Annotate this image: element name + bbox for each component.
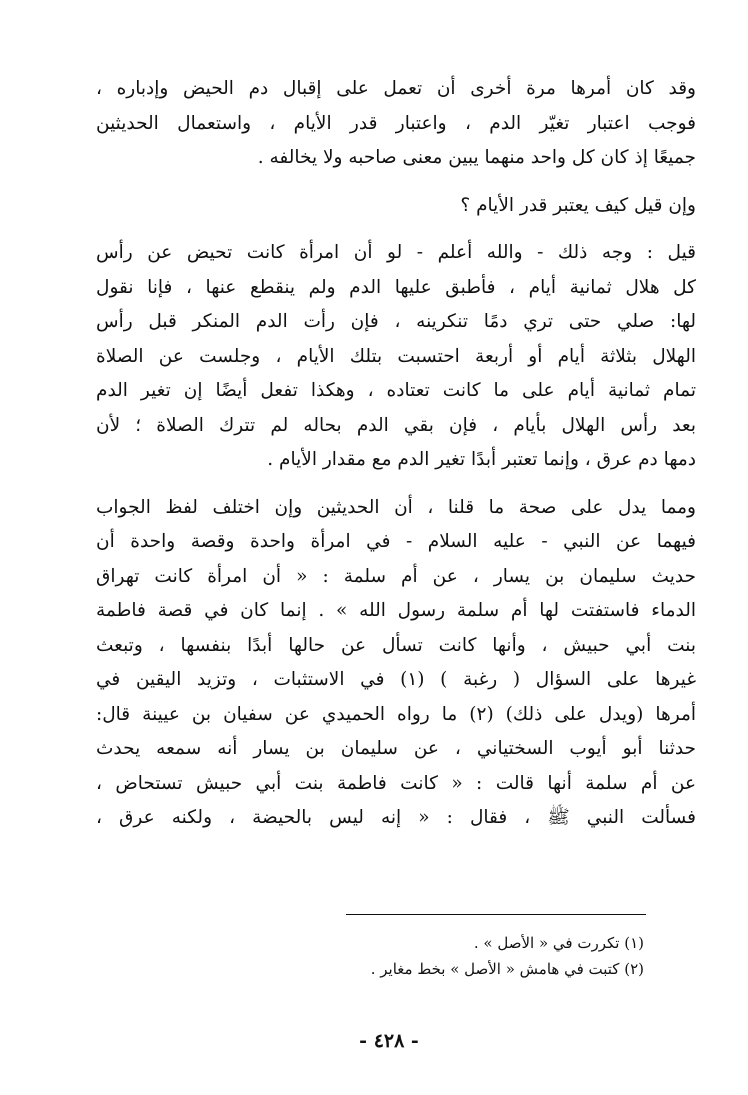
footnote-1: (١) تكررت في « الأصل » . — [473, 934, 644, 952]
text-line: قيل : وجه ذلك - والله أعلم - لو أن امرأة كانت تحيض عن رأس — [96, 242, 696, 263]
text-line: حديث سليمان بن يسار ، عن أم سلمة : « أن امرأة كانت تهراق — [96, 565, 696, 587]
text-line: فيهما عن النبي - عليه السلام - في امرأة واحدة وقصة واحدة أن — [96, 531, 696, 552]
page-body — [96, 72, 696, 849]
text-line: أمرها (ويدل على ذلك) (٢) ما رواه الحميدي عن سفيان بن عيينة قال: — [96, 703, 697, 725]
page-number: - ٤٢٨ - — [359, 1030, 419, 1052]
text-line: دمها دم عرق ، وإنما تعتبر أبدًا تغير الدم مع مقدار الأيام . — [267, 449, 696, 470]
text-line: فوجب اعتبار تغيّر الدم ، واعتبار قدر الأيام ، واستعمال الحديثين — [96, 112, 696, 134]
text-line: ومما يدل على صحة ما قلنا ، أن الحديثين وإن اختلف لفظ الجواب — [96, 496, 696, 518]
paragraph-4 — [96, 491, 696, 836]
text-line: بعد رأس الهلال بأيام ، فإن بقي الدم بحاله لم تترك الصلاة ؛ لأن — [96, 414, 696, 436]
text-line: الهلال بثلاثة أيام أو أربعة احتسبت بتلك الأيام ، وجلست عن الصلاة — [96, 345, 696, 367]
footnote-2: (٢) كتبت في هامش « الأصل » بخط مغاير . — [370, 960, 644, 978]
footnotes — [371, 930, 644, 982]
paragraph-3 — [96, 236, 696, 478]
text-line: فسألت النبي ﷺ ، فقال : « إنه ليس بالحيضة ، ولكنه عرق ، — [96, 807, 696, 828]
text-line: لها: صلي حتى تري دمًا تنكرينه ، فإن رأت الدم المنكر قبل رأس — [96, 311, 696, 332]
paragraph-1 — [96, 72, 696, 176]
text-line: الدماء فاستفتت لها أم سلمة رسول الله » . إنما كان في قصة فاطمة — [96, 600, 696, 621]
text-line: وقد كان أمرها مرة أخرى أن تعمل على إقبال دم الحيض وإدباره ، — [96, 78, 696, 99]
text-line: حدثنا أبو أيوب السختياني ، عن سليمان بن يسار أنه سمعه يحدث — [96, 738, 696, 759]
text-line: وإن قيل كيف يعتبر قدر الأيام ؟ — [460, 194, 696, 216]
text-line: بنت أبي حبيش ، وأنها كانت تسأل عن حالها أبدًا بنفسها ، وتبعث — [96, 634, 696, 656]
text-line: تمام ثمانية أيام على ما كانت تعتاده ، وهكذا تفعل أيضًا إن تغير الدم — [96, 380, 696, 401]
paragraph-2 — [96, 189, 696, 224]
footnote-divider — [346, 914, 646, 915]
text-line: كل هلال ثمانية أيام ، فأطبق عليها الدم ولم ينقطع عنها ، فإنا نقول — [96, 276, 696, 298]
text-line: عن أم سلمة أنها قالت : « كانت فاطمة بنت أبي حبيش تستحاض ، — [96, 772, 696, 794]
text-line: جميعًا إذ كان كل واحد منهما يبين معنى صاحبه ولا يخالفه . — [257, 147, 696, 168]
text-line: غيرها على السؤال ( رغبة ) (١) في الاستثبات ، وتزيد اليقين في — [96, 669, 696, 690]
